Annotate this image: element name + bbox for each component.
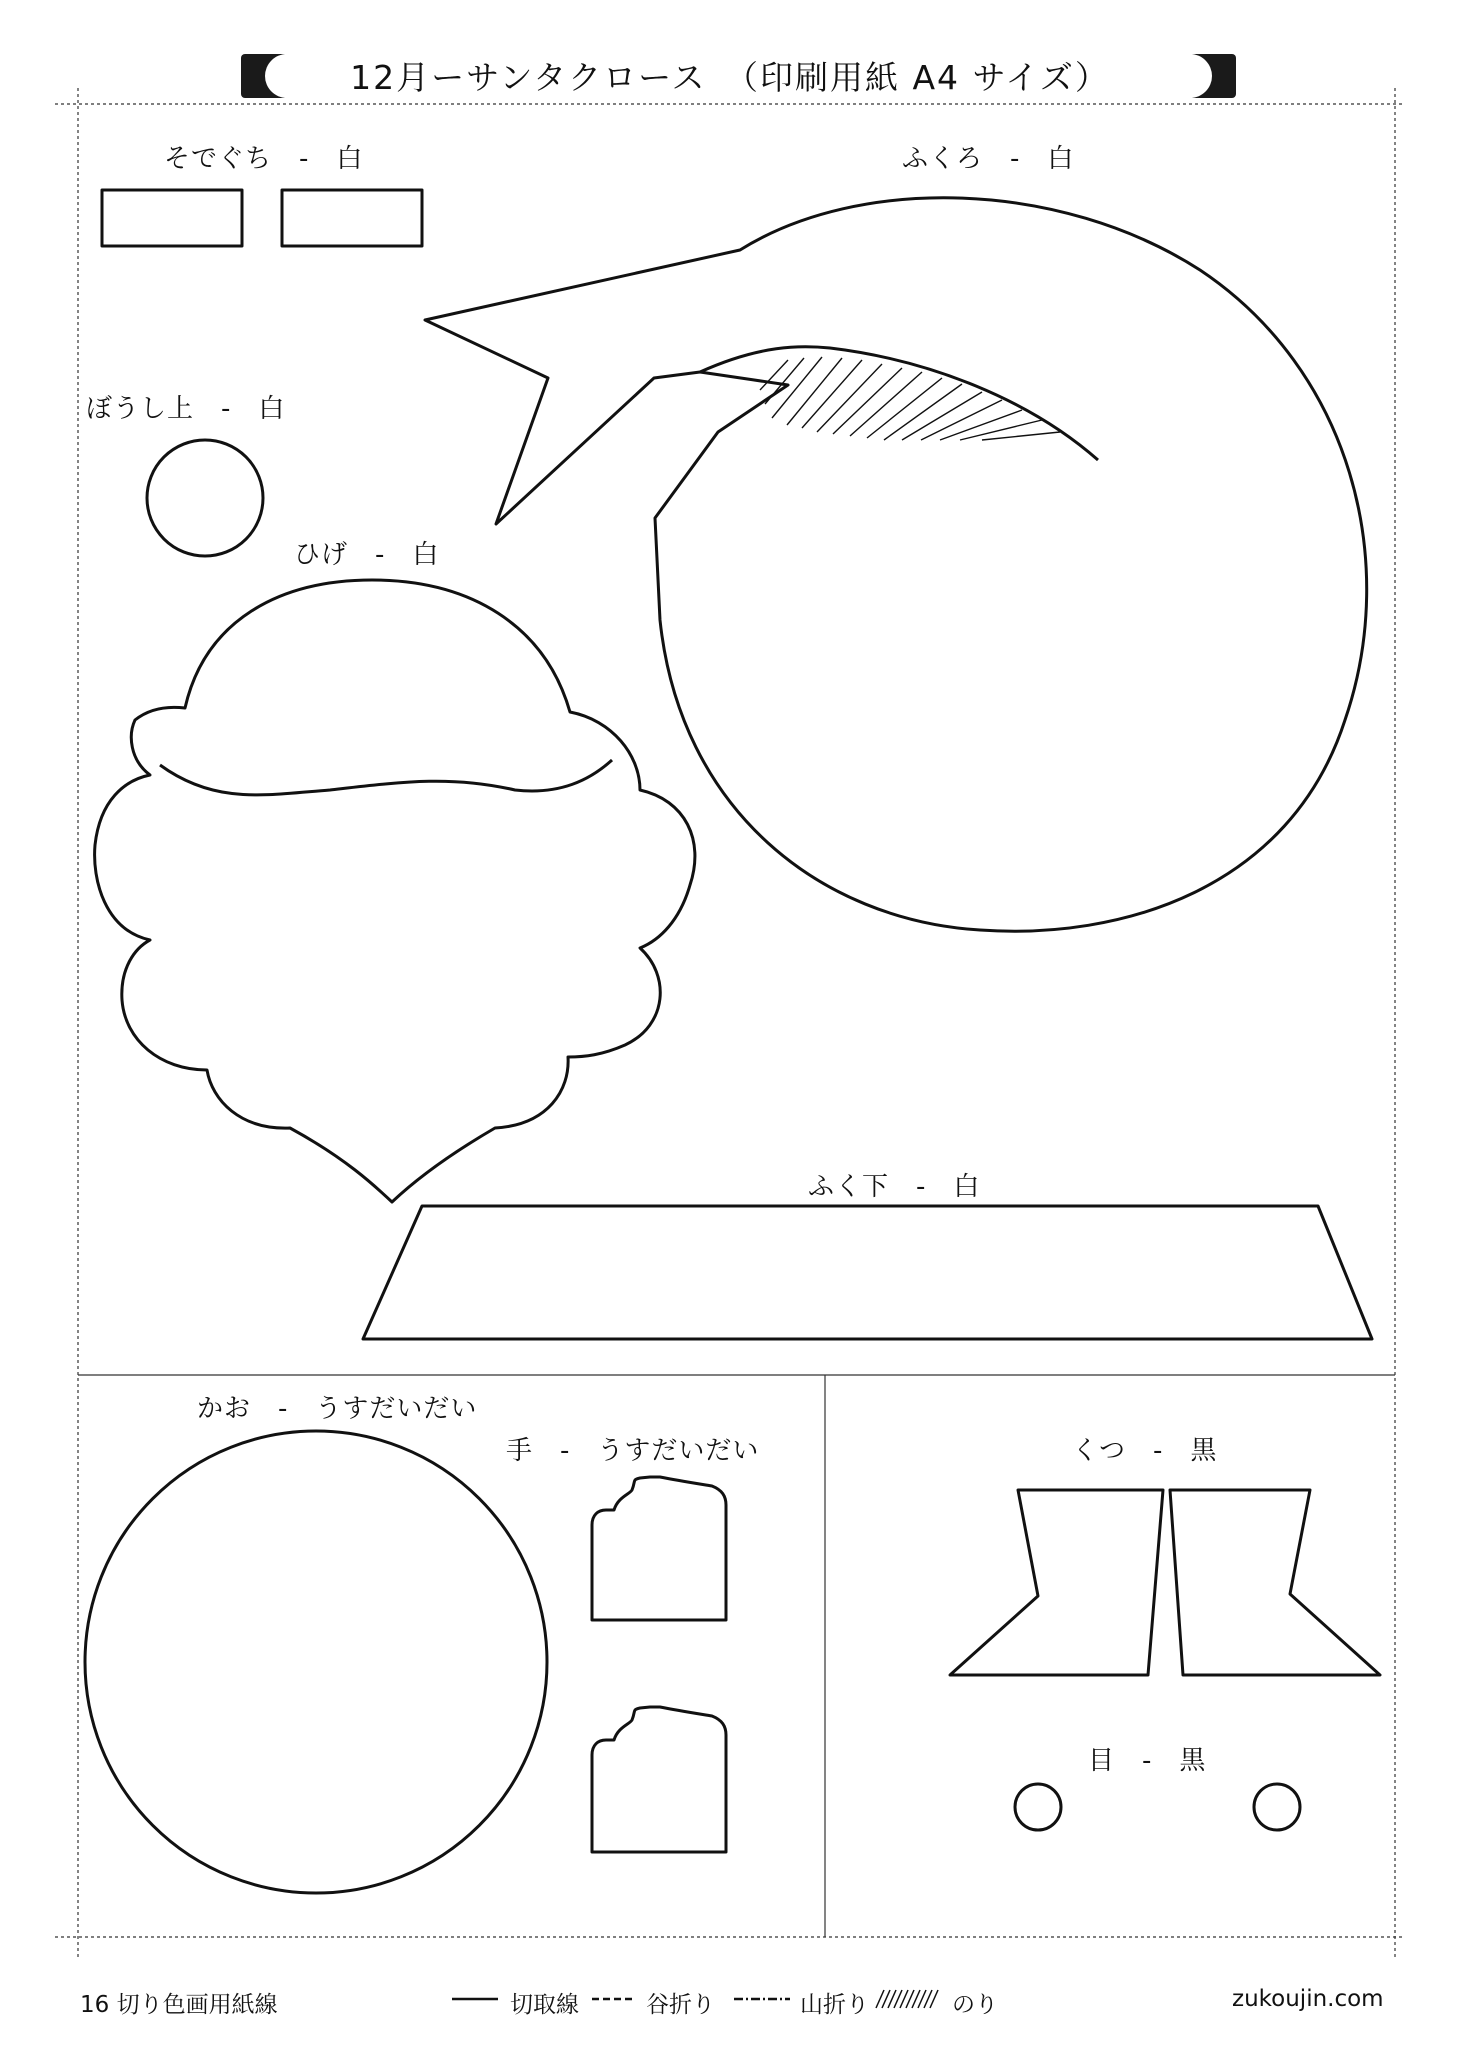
me-piece-right[interactable] <box>1254 1784 1300 1830</box>
label-me: 目 - 黒 <box>1088 1746 1207 1776</box>
footer-site-link[interactable]: zukoujin.com <box>1232 1986 1384 2012</box>
boushi-ue-piece[interactable] <box>147 440 263 556</box>
sodeguchi-piece-left[interactable] <box>102 190 242 246</box>
label-te: 手 - うすだいだい <box>506 1436 760 1466</box>
fuku-shita-piece[interactable] <box>363 1206 1372 1339</box>
hige-piece[interactable] <box>95 580 695 1202</box>
label-hige: ひげ - 白 <box>294 540 440 570</box>
footer-legend-cut: 切取線 <box>510 1992 579 2018</box>
legend-glue-hatch <box>876 1990 938 2008</box>
label-kutsu: くつ - 黒 <box>1072 1436 1218 1466</box>
kao-piece[interactable] <box>85 1431 547 1893</box>
kutsu-piece-right[interactable] <box>1170 1490 1380 1675</box>
te-piece-lower[interactable] <box>592 1707 726 1852</box>
me-piece-left[interactable] <box>1015 1784 1061 1830</box>
page-title: 12月ーサンタクロース （印刷用紙 A4 サイズ） <box>350 58 1110 97</box>
label-sodeguchi: そでぐち - 白 <box>164 144 364 174</box>
label-fuku-shita: ふく下 - 白 <box>808 1172 981 1202</box>
label-kao: かお - うすだいだい <box>197 1394 478 1424</box>
footer-legend-valley: 谷折り <box>646 1992 715 2018</box>
footer-legend-glue: のり <box>952 1992 998 2018</box>
te-piece-upper[interactable] <box>592 1477 726 1620</box>
footer-legend-mountain: 山折り <box>800 1992 869 2018</box>
label-fukuro: ふくろ - 白 <box>902 144 1075 174</box>
sodeguchi-piece-right[interactable] <box>282 190 422 246</box>
label-boushi-ue: ぼうし上 - 白 <box>86 394 286 424</box>
footer-paper-size: 16 切り色画用紙線 <box>80 1992 278 2018</box>
kutsu-piece-left[interactable] <box>950 1490 1163 1675</box>
